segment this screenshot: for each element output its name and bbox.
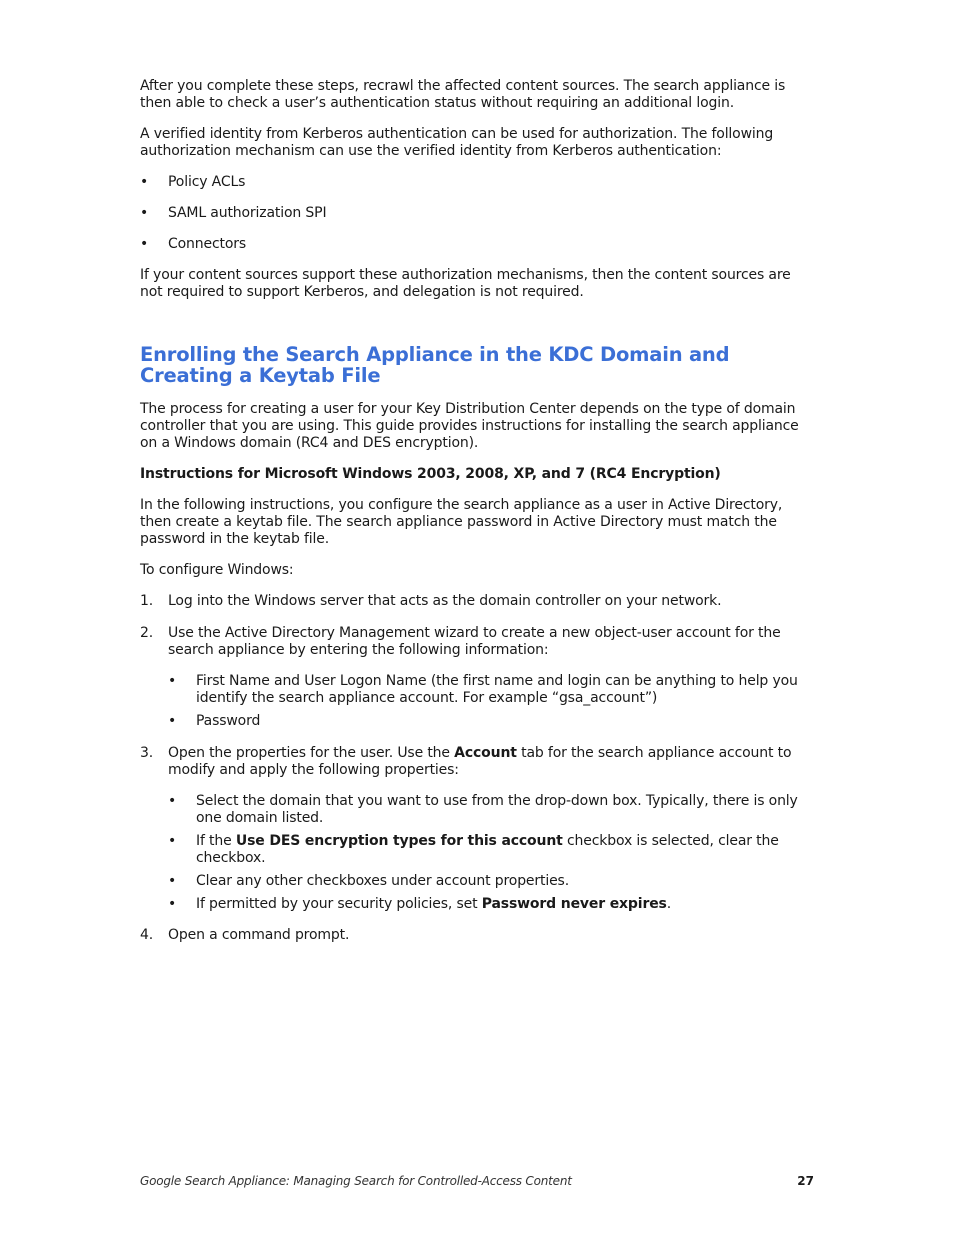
section-heading: Enrolling the Search Appliance in the KDC Domain and Creating a Keytab File [140, 343, 730, 387]
account-tab-label: Account [454, 745, 517, 761]
bullet-icon: • [168, 793, 177, 809]
checkbox-label: Use DES encryption types for this account [235, 833, 563, 849]
text-part: . [666, 896, 672, 912]
step-2 [140, 625, 812, 659]
step-text: Log into the Windows server that acts as the domain controller on your network. [168, 593, 722, 609]
bullet-icon: • [140, 236, 149, 252]
intro-paragraph-2: A verified identity from Kerberos authentication can be used for authorization. The following authorization mechanism can use the verified identity from Kerberos authentication: [140, 126, 774, 159]
section-paragraph-2: In the following instructions, you configure the search appliance as a user in Active Directory, then create a keytab file. The search appliance password in Active Directory must match the password in the keytab file. [140, 497, 783, 547]
sub-bullet-item [140, 896, 812, 913]
bullet-icon: • [168, 673, 177, 689]
text-part: If permitted by your security policies, set [196, 896, 482, 912]
page-number: 27 [797, 1174, 814, 1188]
step-text [168, 745, 791, 778]
sub-bullet-text [196, 833, 779, 866]
setting-label: Password never expires [481, 896, 667, 912]
intro-paragraph-1: After you complete these steps, recrawl the affected content sources. The search appliance is then able to check a user’s authentication status without requiring an additional login. [140, 78, 786, 111]
step-text-part: tab for the search appliance account to modify and apply the following properties: [168, 745, 792, 778]
bullet-item [140, 174, 812, 191]
sub-bullet-text: First Name and User Logon Name (the first name and login can be anything to help you identify the search appliance account. For example “gsa_account”) [196, 673, 798, 706]
sub-bullet-item [140, 673, 812, 707]
sub-bullet-text: Select the domain that you want to use from the drop-down box. Typically, there is only one domain listed. [196, 793, 798, 826]
bullet-icon: • [140, 205, 149, 221]
bullet-text: SAML authorization SPI [168, 205, 327, 221]
sub-bullet-text [196, 896, 671, 912]
step-number: 4. [140, 927, 154, 943]
text-part: If the [196, 833, 236, 849]
section-paragraph-3: To configure Windows: [140, 562, 294, 578]
bullet-text: Connectors [168, 236, 247, 252]
bullet-item [140, 236, 812, 253]
section-subheading: Instructions for Microsoft Windows 2003, 2008, XP, and 7 (RC4 Encryption) [140, 466, 721, 482]
sub-bullet-text: Password [196, 713, 261, 729]
sub-bullet-text: Clear any other checkboxes under account properties. [196, 873, 569, 889]
bullet-item [140, 205, 812, 222]
bullet-icon: • [168, 713, 177, 729]
bullet-icon: • [168, 896, 177, 912]
page-footer [140, 1174, 814, 1188]
bullet-icon: • [168, 873, 177, 889]
step-text-part: Open the properties for the user. Use the [168, 745, 455, 761]
sub-bullet-item [140, 873, 812, 890]
step-number: 1. [140, 593, 154, 609]
step-text: Open a command prompt. [168, 927, 350, 943]
step-1 [140, 593, 812, 610]
sub-bullet-item [140, 713, 812, 730]
footer-title: Google Search Appliance: Managing Search for Controlled-Access Content [140, 1174, 572, 1188]
sub-bullet-item [140, 793, 812, 827]
section-paragraph-1: The process for creating a user for your Key Distribution Center depends on the type of domain controller that you are using. This guide provides instructions for installing the search appliance on a Windows domain (RC4 and DES encryption). [140, 401, 799, 451]
step-text: Use the Active Directory Management wizard to create a new object-user account for the search appliance by entering the following information: [168, 625, 781, 658]
intro-paragraph-3: If your content sources support these authorization mechanisms, then the content sources are not required to support Kerberos, and delegation is not required. [140, 267, 791, 300]
sub-bullet-item [140, 833, 812, 867]
step-number: 3. [140, 745, 154, 761]
step-4 [140, 927, 812, 944]
document-body [140, 78, 812, 944]
step-3 [140, 745, 812, 779]
bullet-icon: • [168, 833, 177, 849]
bullet-icon: • [140, 174, 149, 190]
bullet-text: Policy ACLs [168, 174, 246, 190]
step-number: 2. [140, 625, 154, 641]
text-part: checkbox is selected, clear the checkbox. [196, 833, 779, 866]
